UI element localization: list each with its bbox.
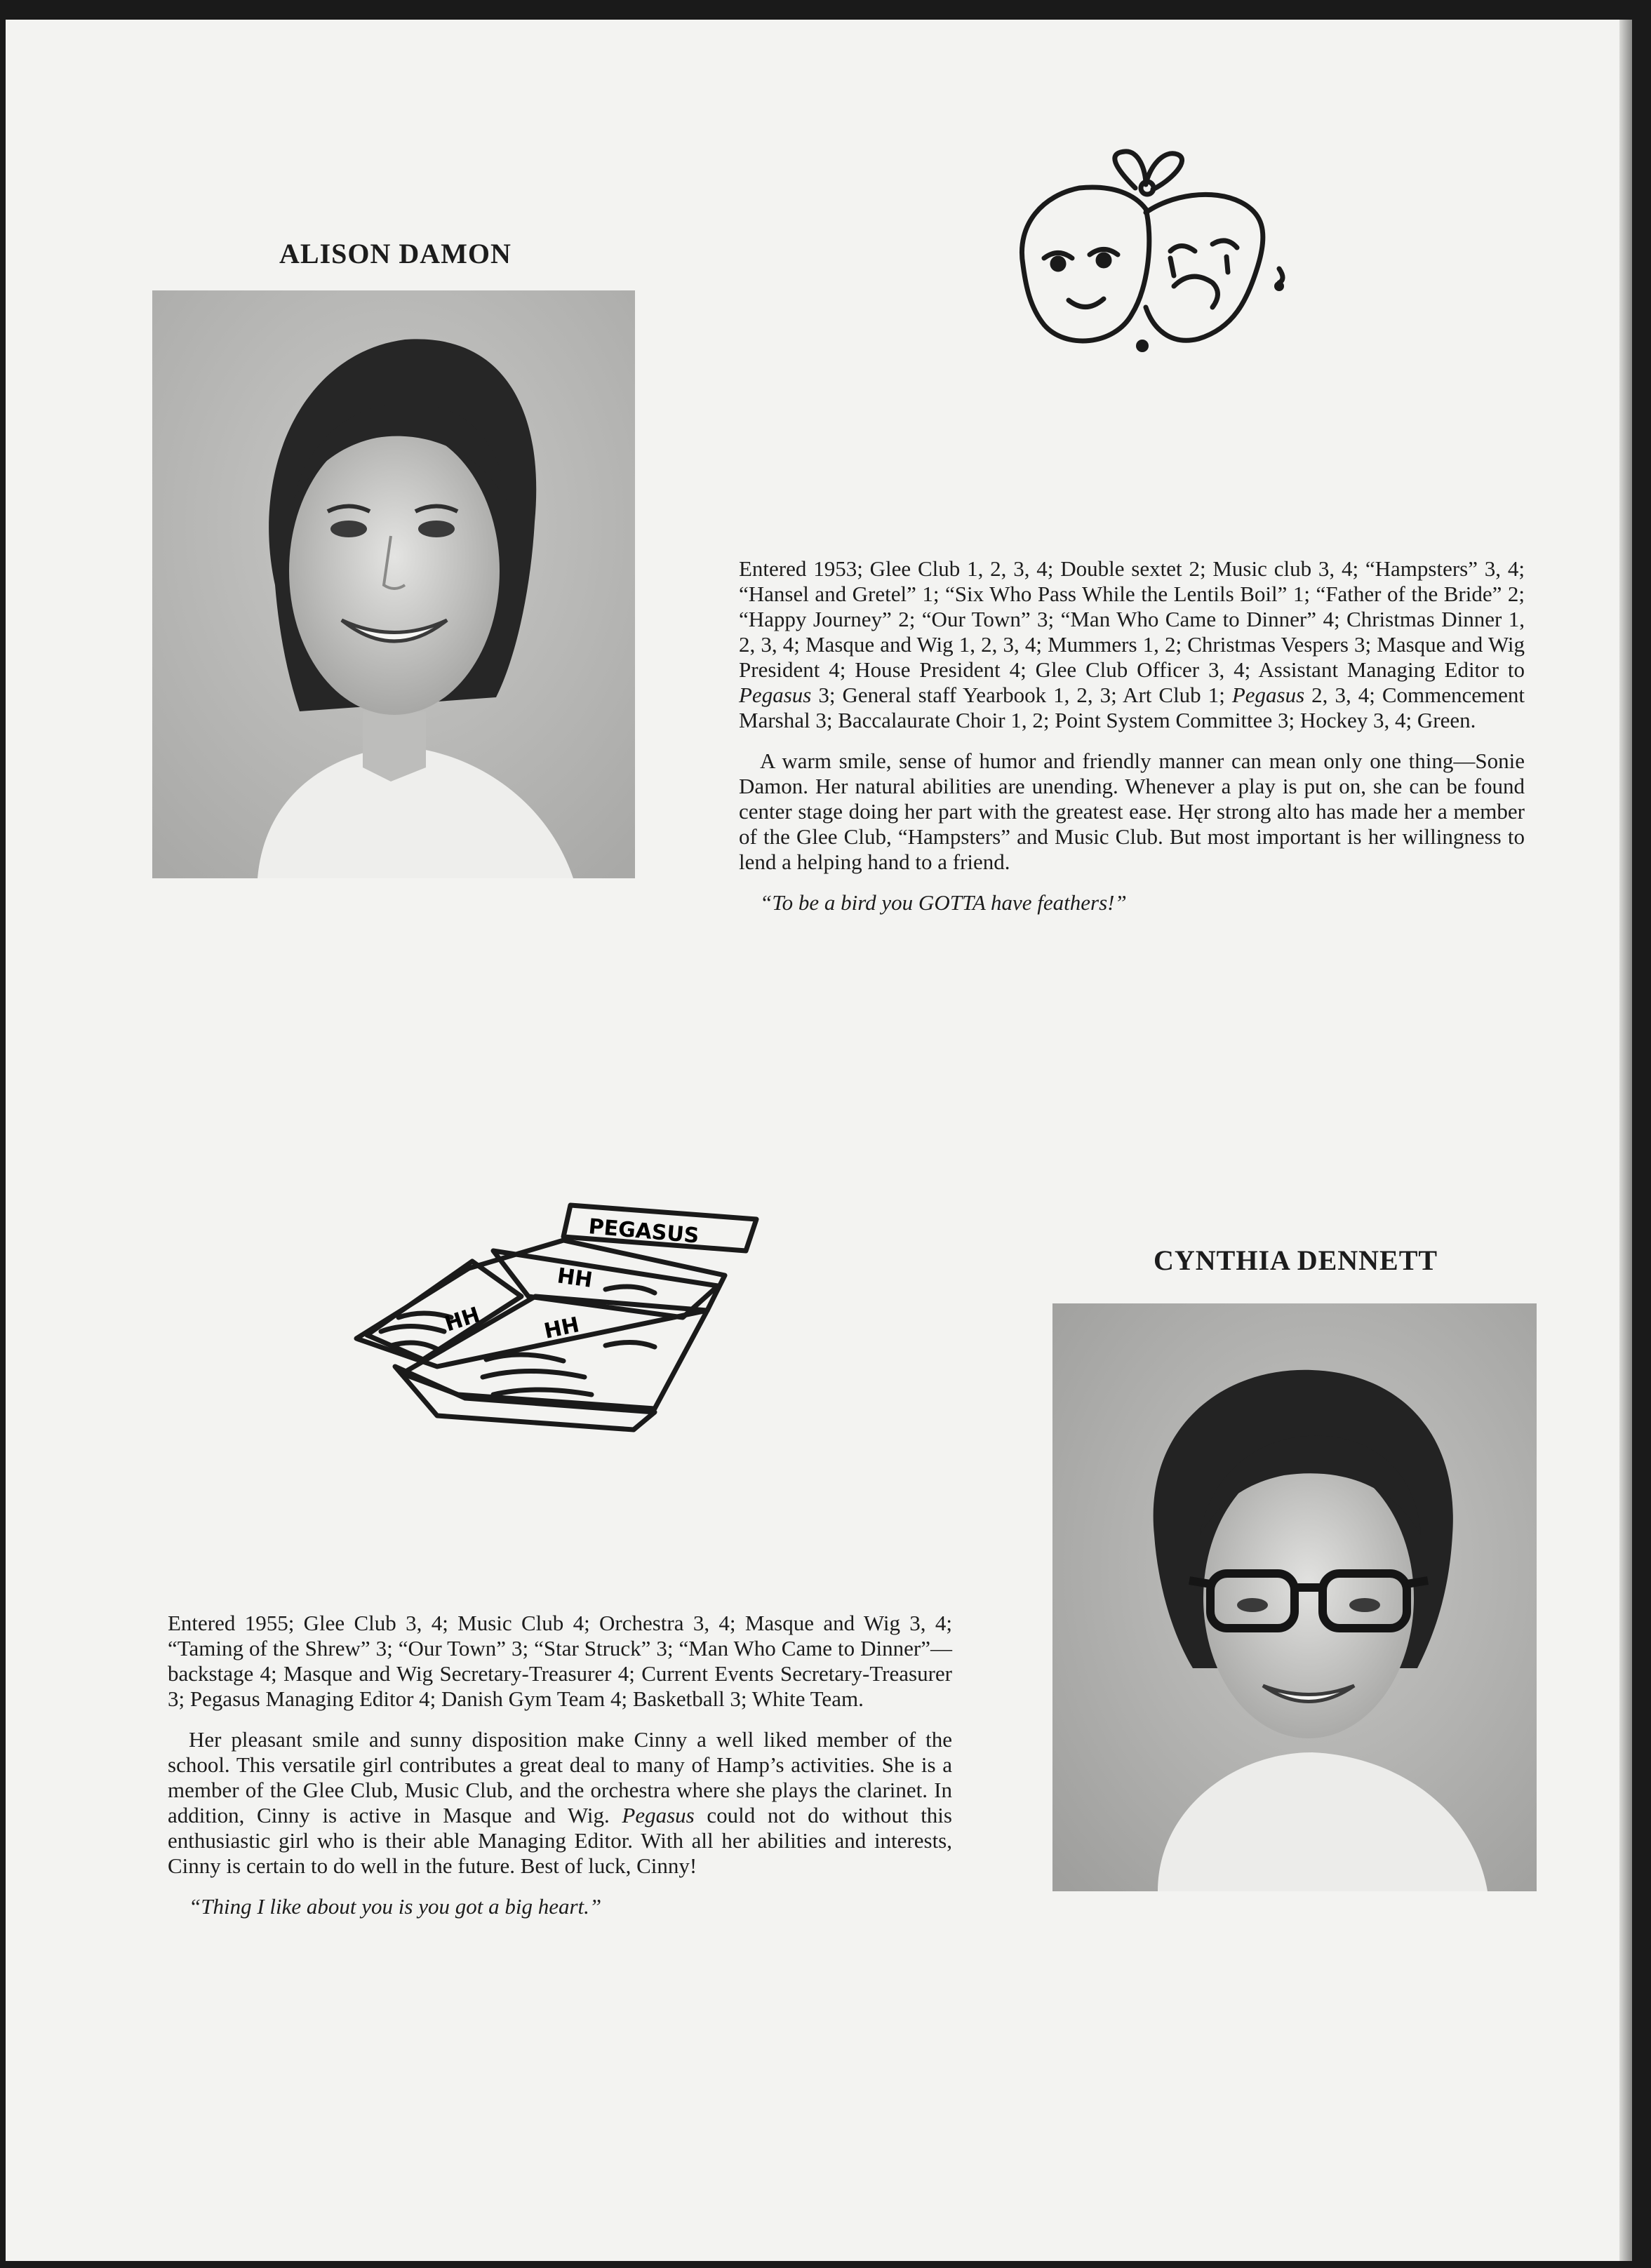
yearbook-page xyxy=(6,20,1632,2261)
student-bio-alison xyxy=(739,556,1525,931)
newspapers-icon xyxy=(353,1198,760,1437)
quote-alison: “To be a bird you GOTTA have feathers!” xyxy=(760,890,1127,915)
newspaper-masthead: PEGASUS xyxy=(587,1214,700,1249)
student-name-cynthia: CYNTHIA DENNETT xyxy=(1154,1244,1438,1276)
newspaper-heading-3: HH xyxy=(542,1313,582,1344)
student-name-alison: ALISON DAMON xyxy=(279,238,512,269)
newspaper-heading-2: HH xyxy=(555,1263,594,1293)
student-photo-cynthia xyxy=(1052,1303,1537,1891)
newspaper-heading-1: HH xyxy=(441,1302,483,1337)
description-alison: A warm smile, sense of humor and friendly manner can mean only one thing—Sonie Damon. Her natural abilities are unending. Whenever a play is put on, she can be found center stage doing her part with the greatest ease. Hęr strong alto has made her a member of the Glee Club, “Hampsters” and Music Club. But most important is her willingness to lend a helping hand to a friend. xyxy=(739,749,1525,874)
page-spine-shadow xyxy=(1619,20,1632,2261)
description-cynthia: Her pleasant smile and sunny disposition make Cinny a well liked member of the school. This versatile girl contributes a great deal to many of Hamp’s activities. She is a member of the Glee Club, Music Club, and the orchestra where she plays the clarinet. In addition, Cinny is active in Masque and Wig. Pegasus could not do without this enthusiastic girl who is their able Managing Editor. With all her abilities and interests, Cinny is certain to do well in the future. Best of luck, Cinny! xyxy=(168,1727,952,1878)
activities-list-alison: Entered 1953; Glee Club 1, 2, 3, 4; Double sextet 2; Music club 3, 4; “Hampsters” 3, 4; “Hansel and Gretel” 1; “Six Who Pass While the Lentils Boil” 1; “Father of the Bride” 2; “Happy Journey” 2; “Our Town” 3; “Man Who Came to Dinner” 4; Christmas Dinner 1, 2, 3, 4; Masque and Wig 1, 2, 3, 4; Mummers 1, 2; Christmas Vespers 3; Masque and Wig President 4; House President 4; Glee Club Officer 3, 4; Assistant Managing Editor to Pegasus 3; General staff Yearbook 1, 2, 3; Art Club 1; Pegasus 2, 3, 4; Commencement Marshal 3; Baccalaurate Choir 1, 2; Point System Committee 3; Hockey 3, 4; Green. xyxy=(739,556,1525,732)
student-photo-alison xyxy=(152,290,635,878)
activities-list-cynthia: Entered 1955; Glee Club 3, 4; Music Club 4; Orchestra 3, 4; Masque and Wig 3, 4; “Taming of the Shrew” 3; “Our Town” 3; “Star Struck” 3; “Man Who Came to Dinner”—backstage 4; Masque and Wig Secretary-Treasurer 4; Current Events Secretary-Treasurer 3; Pegasus Managing Editor 4; Danish Gym Team 4; Basketball 3; White Team. xyxy=(168,1611,952,1711)
student-bio-cynthia xyxy=(168,1611,952,1935)
quote-cynthia: “Thing I like about you is you got a big heart.” xyxy=(189,1894,602,1919)
theater-masks-icon xyxy=(1002,146,1318,370)
